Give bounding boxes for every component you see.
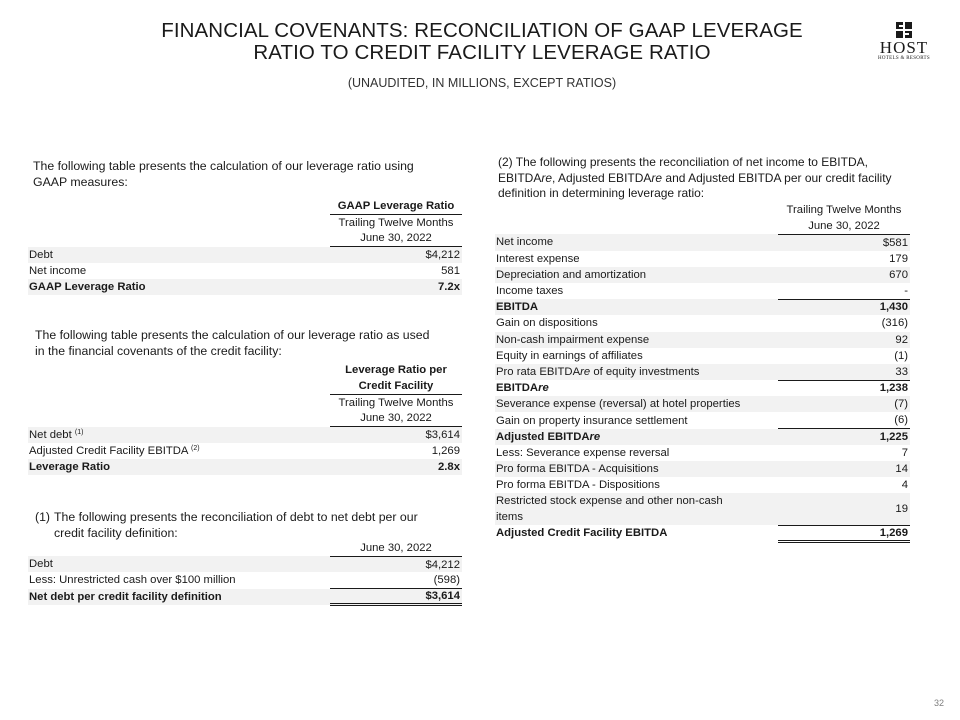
row-label [28, 427, 324, 443]
table-row [28, 427, 462, 443]
footnote-ref: (1) [74, 428, 84, 436]
row-value: 1,269 [778, 525, 910, 541]
row-label: Debt [28, 556, 324, 572]
row-label: Net debt per credit facility definition [28, 589, 324, 605]
row-label: Leverage Ratio [28, 459, 324, 475]
column-date: June 30, 2022 [778, 218, 910, 234]
row-value: 1,430 [778, 299, 910, 315]
table-header-row [495, 218, 910, 234]
ebitda-reconciliation-table [495, 202, 910, 543]
row-value: (598) [330, 572, 462, 588]
row-value: (316) [778, 315, 910, 331]
row-value: 670 [778, 267, 910, 283]
row-label-line-2: items [496, 511, 523, 524]
intro-text-italic: re [541, 170, 553, 185]
row-value: (1) [778, 348, 910, 364]
gaap-intro [33, 158, 463, 190]
table-row [495, 525, 910, 541]
table-header-row [28, 198, 462, 214]
netdebt-intro-line-1: The following presents the reconciliation of debt to net debt per our [54, 510, 418, 524]
table-header-row [28, 540, 462, 556]
table-row [495, 412, 910, 428]
row-label: Non-cash impairment expense [495, 332, 770, 348]
page-title [100, 20, 864, 64]
row-value: 1,269 [330, 443, 462, 459]
host-logo-icon [896, 22, 912, 38]
row-label-italic: re [538, 382, 549, 395]
row-value: - [778, 283, 910, 299]
credit-intro [35, 327, 465, 359]
table-row [495, 283, 910, 299]
row-label: Interest expense [495, 251, 770, 267]
row-label [28, 443, 324, 459]
title-line-1: FINANCIAL COVENANTS: RECONCILIATION OF GAAP LEVERAGE [161, 19, 803, 42]
table-row [28, 279, 462, 295]
row-value: 2.8x [330, 459, 462, 475]
row-label: Less: Unrestricted cash over $100 million [28, 572, 324, 588]
row-value: 19 [778, 493, 910, 525]
credit-intro-line-1: The following table presents the calculation of our leverage ratio as used [35, 328, 430, 342]
intro-text: , Adjusted EBITDA [552, 170, 652, 185]
table-row [28, 443, 462, 459]
column-title: Credit Facility [330, 378, 462, 394]
table-row [28, 556, 462, 572]
page-number: 32 [933, 698, 944, 708]
table-row [28, 459, 462, 475]
row-label [495, 380, 770, 396]
row-label [495, 364, 770, 380]
table-row [495, 477, 910, 493]
table-row [28, 589, 462, 605]
table-header-row [28, 411, 462, 427]
table-row [495, 461, 910, 477]
table-row [495, 380, 910, 396]
row-value: 92 [778, 332, 910, 348]
row-value: 33 [778, 364, 910, 380]
row-label: Pro forma EBITDA - Dispositions [495, 477, 770, 493]
footnote-number: (1) [35, 510, 51, 524]
row-label: Pro forma EBITDA - Acquisitions [495, 461, 770, 477]
ebitda-intro-line-3: definition in determining leverage ratio: [498, 186, 705, 200]
table-row [28, 263, 462, 279]
table-header-row [28, 378, 462, 394]
table-row [495, 251, 910, 267]
credit-intro-line-2: in the financial covenants of the credit facility: [35, 344, 282, 358]
table-row [495, 396, 910, 412]
row-label: Equity in earnings of affiliates [495, 348, 770, 364]
row-value: $4,212 [330, 247, 462, 263]
row-value: 1,238 [778, 380, 910, 396]
column-subtitle: Trailing Twelve Months [786, 204, 902, 217]
gaap-intro-line-2: GAAP measures: [33, 175, 128, 189]
table-row [495, 299, 910, 315]
intro-text-italic: re [651, 170, 663, 185]
column-title: GAAP Leverage Ratio [330, 198, 462, 214]
row-label [495, 493, 770, 525]
column-date: June 30, 2022 [330, 411, 462, 427]
row-value: 7 [778, 445, 910, 461]
table-header-row [28, 362, 462, 378]
title-line-2: RATIO TO CREDIT FACILITY LEVERAGE RATIO [253, 41, 711, 64]
row-value: 14 [778, 461, 910, 477]
row-label: Income taxes [495, 283, 770, 299]
table-header-row [28, 230, 462, 246]
row-label: Adjusted Credit Facility EBITDA [495, 525, 770, 541]
row-label-text: Adjusted Credit Facility EBITDA [29, 445, 188, 458]
table-row [495, 234, 910, 250]
ebitda-intro-line-2 [498, 171, 928, 187]
intro-text: and Adjusted EBITDA per our credit facility [662, 170, 892, 185]
row-value: $581 [778, 234, 910, 250]
gaap-leverage-table [28, 198, 462, 295]
row-value: $3,614 [330, 589, 462, 605]
row-label-text: Pro rata EBITDA [496, 365, 581, 378]
row-label: Severance expense (reversal) at hotel properties [495, 396, 770, 412]
row-label-text: Net debt [29, 428, 72, 441]
column-title: Leverage Ratio per [345, 364, 447, 377]
footnote-ref: (2) [190, 445, 200, 453]
intro-text: EBITDA [498, 170, 542, 185]
row-value: 581 [330, 263, 462, 279]
table-row [495, 332, 910, 348]
host-logo [868, 22, 940, 62]
table-row [495, 364, 910, 380]
row-label-text: Adjusted EBITDA [496, 430, 590, 443]
column-subtitle: Trailing Twelve Months [338, 396, 454, 409]
column-date: June 30, 2022 [330, 540, 462, 556]
table-row [495, 348, 910, 364]
table-row [28, 247, 462, 263]
table-row [495, 493, 910, 525]
logo-wordmark: HOST [879, 38, 929, 57]
row-label: EBITDA [495, 299, 770, 315]
row-label-italic: re [580, 365, 591, 378]
row-value: 1,225 [778, 429, 910, 445]
table-header-row [28, 214, 462, 230]
logo-tagline: HOTELS & RESORTS [877, 56, 930, 61]
ebitda-intro-line-1: (2) The following presents the reconciliation of net income to EBITDA, [498, 155, 868, 169]
table-row [495, 315, 910, 331]
row-label-text: EBITDA [496, 382, 539, 395]
row-label-italic: re [589, 430, 601, 443]
row-label: Depreciation and amortization [495, 267, 770, 283]
row-label: Net income [495, 234, 770, 250]
table-row [495, 429, 910, 445]
net-debt-table [28, 540, 462, 606]
row-label-line-1: Restricted stock expense and other non-cash [496, 495, 723, 508]
row-label-text: of equity investments [590, 365, 700, 378]
column-date: June 30, 2022 [330, 230, 462, 246]
row-label: Net income [28, 263, 324, 279]
netdebt-intro [35, 509, 465, 541]
table-header-row [28, 394, 462, 410]
row-value: $3,614 [330, 427, 462, 443]
ebitda-intro [498, 155, 928, 202]
row-value: (6) [778, 412, 910, 428]
row-label: Debt [28, 247, 324, 263]
row-label: Gain on dispositions [495, 315, 770, 331]
row-label: Less: Severance expense reversal [495, 445, 770, 461]
row-label [495, 429, 770, 445]
table-row [495, 267, 910, 283]
gaap-intro-line-1: The following table presents the calculation of our leverage ratio using [33, 159, 414, 173]
row-value: $4,212 [330, 556, 462, 572]
column-subtitle: Trailing Twelve Months [338, 216, 454, 229]
credit-leverage-table [28, 362, 462, 475]
row-label: Gain on property insurance settlement [495, 412, 770, 428]
row-value: 7.2x [330, 279, 462, 295]
row-value: 179 [778, 251, 910, 267]
row-value: (7) [778, 396, 910, 412]
table-header-row [495, 202, 910, 218]
page-subtitle: (UNAUDITED, IN MILLIONS, EXCEPT RATIOS) [347, 76, 617, 90]
netdebt-intro-line-2: credit facility definition: [54, 526, 178, 540]
table-row [495, 445, 910, 461]
row-label: GAAP Leverage Ratio [28, 279, 324, 295]
table-row [28, 572, 462, 588]
row-value: 4 [778, 477, 910, 493]
